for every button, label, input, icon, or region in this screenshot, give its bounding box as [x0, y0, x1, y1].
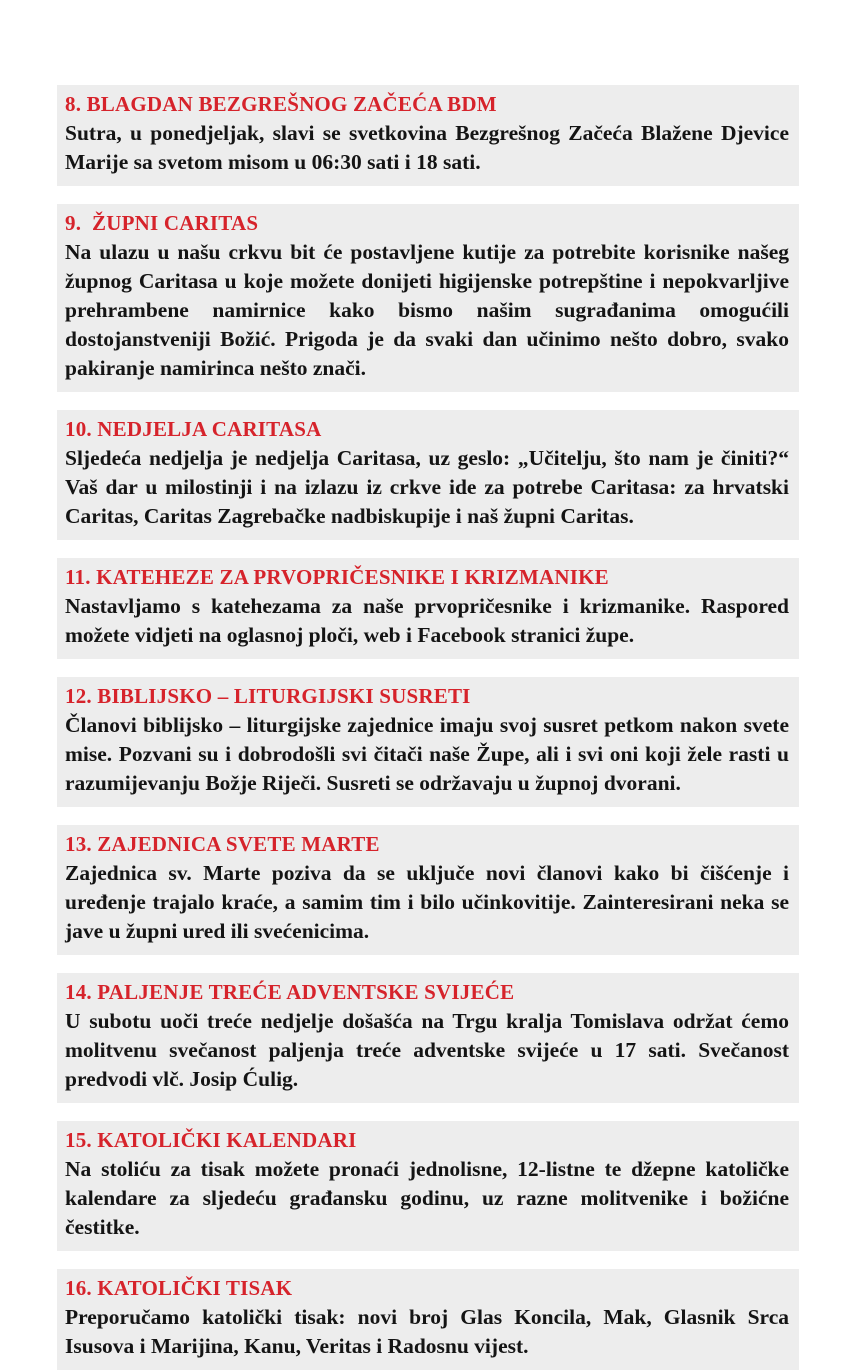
announcement-section — [57, 825, 799, 955]
section-body: Nastavljamo s katehezama za naše prvopričesnike i krizmanike. Raspored možete vidjeti na oglasnoj ploči, web i Facebook stranici župe. — [65, 594, 789, 647]
announcement-section — [57, 410, 799, 540]
section-body: Na stoliću za tisak možete pronaći jednolisne, 12-listne te džepne katoličke kalendare za sljedeću građansku godinu, uz razne molitvenike i božićne čestitke. — [65, 1157, 789, 1239]
section-body: Sutra, u ponedjeljak, slavi se svetkovina Bezgrešnog Začeća Blažene Djevice Marije sa svetom misom u 06:30 sati i 18 sati. — [65, 121, 789, 174]
section-heading: 9. ŽUPNI CARITAS — [65, 211, 259, 235]
section-body: U subotu uoči treće nedjelje došašća na Trgu kralja Tomislava održat ćemo molitvenu svečanost paljenja treće adventske svijeće u 17 sati. Svečanost predvodi vlč. Josip Ćulig. — [65, 1009, 789, 1091]
section-heading: 15. KATOLIČKI KALENDARI — [65, 1128, 357, 1152]
section-heading: 12. BIBLIJSKO – LITURGIJSKI SUSRETI — [65, 684, 471, 708]
announcement-section — [57, 85, 799, 186]
section-body: Preporučamo katolički tisak: novi broj Glas Koncila, Mak, Glasnik Srca Isusova i Marijina, Kanu, Veritas i Radosnu vijest. — [65, 1305, 789, 1358]
section-body: Sljedeća nedjelja je nedjelja Caritasa, uz geslo: „Učitelju, što nam je činiti?“ Vaš dar u milostinji i na izlazu iz crkve ide za potrebe Caritasa: za hrvatski Caritas, Caritas Zagrebačke nadbiskupije i naš župni Caritas. — [65, 446, 789, 528]
section-body: Na ulazu u našu crkvu bit će postavljene kutije za potrebite korisnike našeg župnog Caritasa u koje možete donijeti higijenske potrepštine i nepokvarljive prehrambene namirnice kako bismo našim sugrađanima omogućili dostojanstveniji Božić. Prigoda je da svaki dan učinimo nešto dobro, svako pakiranje namirinca nešto znači. — [65, 240, 789, 380]
announcement-section — [57, 204, 799, 392]
announcement-section — [57, 677, 799, 807]
section-heading: 8. BLAGDAN BEZGREŠNOG ZAČEĆA BDM — [65, 92, 497, 116]
announcement-section — [57, 973, 799, 1103]
section-heading: 11. KATEHEZE ZA PRVOPRIČESNIKE I KRIZMANIKE — [65, 565, 609, 589]
announcement-section — [57, 1121, 799, 1251]
section-heading: 16. KATOLIČKI TISAK — [65, 1276, 293, 1300]
announcement-section — [57, 558, 799, 659]
section-body: Članovi biblijsko – liturgijske zajednice imaju svoj susret petkom nakon svete mise. Pozvani su i dobrodošli svi čitači naše Župe, ali i svi oni koji žele rasti u razumijevanju Božje Riječi. Susreti se održavaju u župnoj dvorani. — [65, 713, 789, 795]
announcement-section — [57, 1269, 799, 1370]
section-heading: 10. NEDJELJA CARITASA — [65, 417, 322, 441]
section-heading: 13. ZAJEDNICA SVETE MARTE — [65, 832, 380, 856]
section-heading: 14. PALJENJE TREĆE ADVENTSKE SVIJEĆE — [65, 980, 515, 1004]
announcement-list — [57, 85, 799, 1370]
section-body: Zajednica sv. Marte poziva da se uključe novi članovi kako bi čišćenje i uređenje trajalo kraće, a samim tim i bilo učinkovitije. Zainteresirani neka se jave u župni ured ili svećenicima. — [65, 861, 789, 943]
